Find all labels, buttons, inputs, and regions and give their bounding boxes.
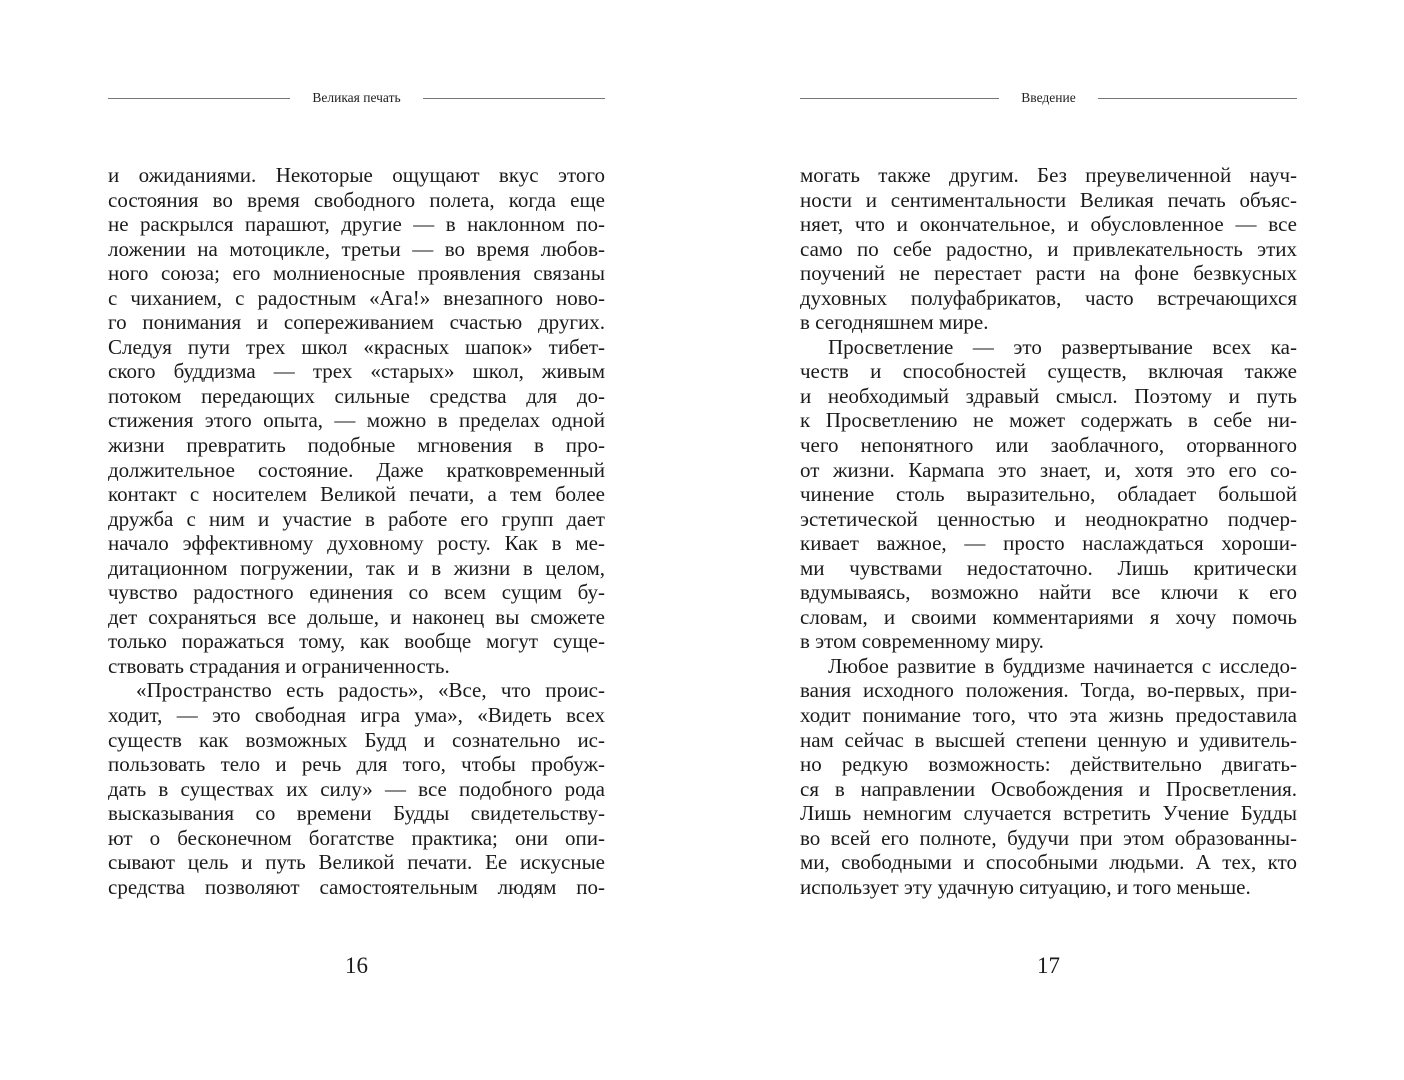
paragraph (800, 335, 1297, 654)
text-line: няет, что и окончательное, и обусловленное — все (800, 212, 1297, 237)
text-line: ствовать страдания и ограниченность. (108, 653, 450, 678)
text-line: чего непонятного или заоблачного, оторванного (800, 433, 1297, 458)
text-line: вания исходного положения. Тогда, во-первых, при- (800, 678, 1297, 703)
text-line: ют о бесконечном богатстве практика; они опи- (108, 825, 605, 850)
text-line: только поражаться тому, как вообще могут суще- (108, 629, 605, 654)
text-line: дать в существах их силу» — все подобного рода (108, 776, 605, 801)
text-line: ности и сентиментальности Великая печать объяс- (800, 187, 1297, 212)
running-header-title: Великая печать (312, 90, 401, 105)
header-rule-right (423, 98, 605, 99)
text-line: ложении на мотоцикле, третьи — во время любов- (108, 236, 605, 261)
text-line: сывают цель и путь Великой печати. Ее искусные (108, 850, 605, 875)
text-line: нам сейчас в высшей степени ценную и удивитель- (800, 727, 1297, 752)
text-line: поучений не перестает расти на фоне безвкусных (800, 261, 1297, 286)
text-line: дружба с ним и участие в работе его групп дает (108, 506, 605, 531)
text-line: стижения этого опыта, — можно в пределах одной (108, 408, 605, 433)
text-line: высказывания со времени Будды свидетельству- (108, 801, 605, 826)
text-line: и необходимый здравый смысл. Поэтому и путь (800, 383, 1297, 408)
text-line: но редкую возможность: действительно двигать- (800, 752, 1297, 777)
text-line: само по себе радостно, и привлекательность этих (800, 236, 1297, 261)
text-line: дет сохраняться все дольше, и наконец вы сможете (108, 604, 605, 629)
text-line: чувство радостного единения со всем сущим бу- (108, 580, 605, 605)
text-line: духовных полуфабрикатов, часто встречающихся (800, 285, 1297, 310)
text-line: в этом современному миру. (800, 629, 1044, 654)
running-header (108, 88, 605, 108)
text-line: ми, свободными и способными людьми. А тех, кто (800, 850, 1297, 875)
text-line: потоком передающих сильные средства для до- (108, 383, 605, 408)
page-number: 16 (345, 953, 368, 978)
text-line: ного союза; его молниеносные проявления связаны (108, 261, 605, 286)
text-line: «Пространство есть радость», «Все, что проис- (136, 678, 605, 703)
header-rule-left (800, 98, 999, 99)
text-line: могать также другим. Без преувеличенной науч- (800, 163, 1297, 187)
paragraph (800, 654, 1297, 899)
paragraph (108, 678, 605, 899)
text-line: не раскрылся парашют, другие — в наклонном по- (108, 212, 605, 237)
text-line: ского буддизма — трех «старых» школ, живым (108, 359, 605, 384)
text-line: к Просветлению не может содержать в себе ни- (800, 408, 1297, 433)
text-line: ходит, — это свободная игра ума», «Видеть всех (108, 703, 605, 728)
text-line: во всей его полноте, будучи при этом образованны- (800, 825, 1297, 850)
text-line: кивает важное, — просто наслаждаться хороши- (800, 531, 1297, 556)
text-line: с чиханием, с радостным «Ага!» внезапного ново- (108, 285, 605, 310)
text-line: Лишь немногим случается встретить Учение Будды (800, 801, 1297, 826)
text-line: чинение столь выразительно, обладает большой (800, 482, 1297, 507)
paragraph (800, 163, 1297, 335)
text-line: пользовать тело и речь для того, чтобы пробуж- (108, 752, 605, 777)
left-page (108, 0, 605, 1080)
text-line: го понимания и сопереживанием счастью других. (108, 310, 605, 335)
header-rule-right (1098, 98, 1297, 99)
text-line: эстетической ценностью и неоднократно подчер- (800, 506, 1297, 531)
right-page (800, 0, 1297, 1080)
page-body (108, 163, 605, 899)
running-header (800, 88, 1297, 108)
text-line: вдумываясь, возможно найти все ключи к его (800, 580, 1297, 605)
text-line: ми чувствами недостаточно. Лишь критически (800, 555, 1297, 580)
text-line: использует эту удачную ситуацию, и того меньше. (800, 874, 1251, 899)
text-line: и ожиданиями. Некоторые ощущают вкус этого (108, 163, 605, 187)
text-line: честв и способностей существ, включая также (800, 359, 1297, 384)
page-number: 17 (1037, 953, 1060, 978)
text-line: Любое развитие в буддизме начинается с исследо- (828, 653, 1297, 678)
header-rule-left (108, 98, 290, 99)
text-line: Просветление — это развертывание всех ка- (828, 334, 1297, 359)
text-line: жизни превратить подобные мгновения в про- (108, 433, 605, 458)
text-line: должительное состояние. Даже кратковременный (108, 457, 605, 482)
text-line: от жизни. Кармапа это знает, и, хотя это его со- (800, 457, 1297, 482)
text-line: существ как возможных Будд и сознательно ис- (108, 727, 605, 752)
text-line: дитационном погружении, так и в жизни в целом, (108, 555, 605, 580)
text-line: средства позволяют самостоятельным людям по- (108, 874, 605, 899)
text-line: в сегодняшнем мире. (800, 310, 989, 335)
text-line: контакт с носителем Великой печати, а тем более (108, 482, 605, 507)
page-body (800, 163, 1297, 899)
text-line: ся в направлении Освобождения и Просветления. (800, 776, 1297, 801)
text-line: состояния во время свободного полета, когда еще (108, 187, 605, 212)
text-line: начало эффективному духовному росту. Как в ме- (108, 531, 605, 556)
text-line: ходит понимание того, что эта жизнь предоставила (800, 703, 1297, 728)
running-header-title: Введение (1021, 90, 1076, 105)
text-line: словам, и своими комментариями я хочу помочь (800, 604, 1297, 629)
paragraph (108, 163, 605, 678)
text-line: Следуя пути трех школ «красных шапок» тибет- (108, 334, 605, 359)
